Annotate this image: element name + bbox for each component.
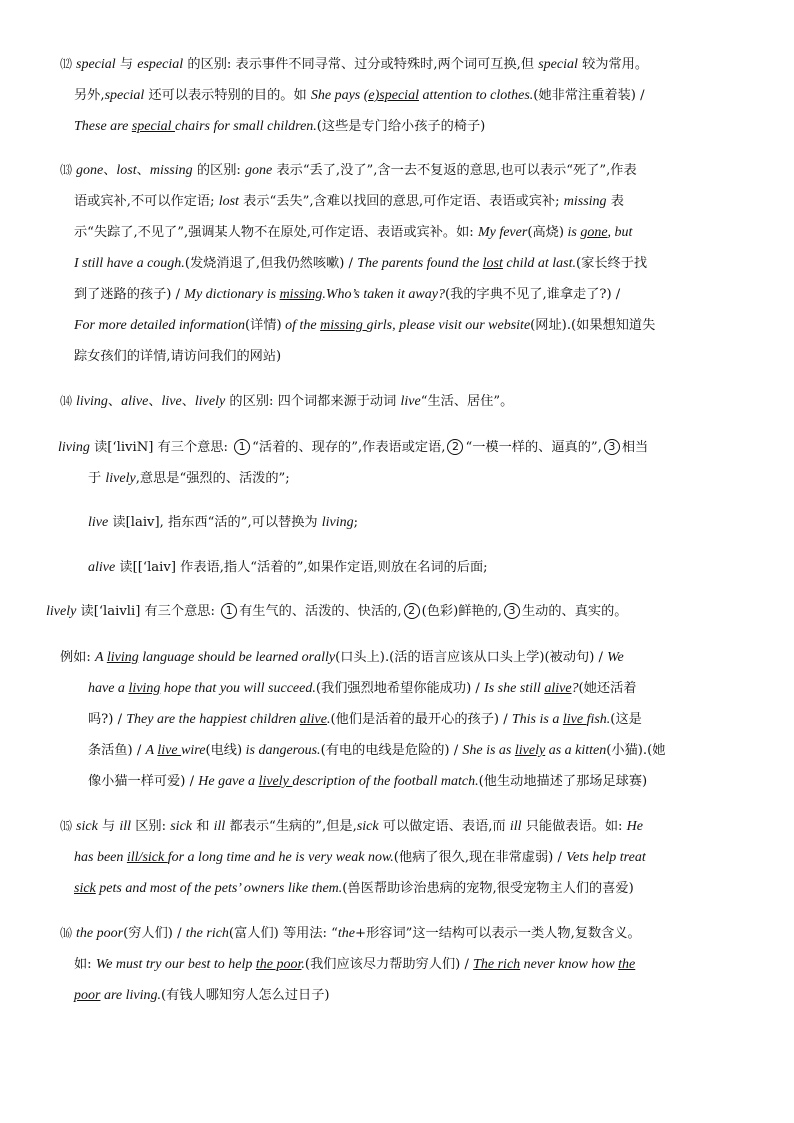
underlined-word: (e)special: [363, 88, 419, 103]
term: lively: [105, 471, 136, 486]
underlined-word: sick: [74, 881, 96, 896]
translation: 吗?) /: [88, 712, 127, 727]
translation: (如果想知道失: [571, 318, 656, 333]
term: ill: [119, 819, 132, 834]
translation: (这是: [610, 712, 642, 727]
underlined-word: the: [618, 957, 636, 972]
example: Vets help treat: [566, 850, 646, 865]
item-16-line-2: [60, 949, 641, 980]
translation: (她非常注重着装) /: [533, 88, 645, 103]
translation: (我的字典不见了,谁拿走了?) /: [444, 287, 621, 302]
underlined-word: gone: [580, 225, 608, 240]
gloss: (小猫).: [606, 743, 648, 758]
example: attention to clothes.: [418, 88, 534, 103]
example-line-3: [60, 704, 665, 735]
term: the: [337, 926, 356, 941]
translation: (家长终于找: [576, 256, 648, 271]
example: He: [626, 819, 643, 834]
text: 有生气的、活泼的、快活的,: [239, 604, 402, 619]
term: the rich: [185, 926, 229, 941]
underlined-word: poor: [74, 988, 101, 1003]
example: She is as: [462, 743, 515, 758]
example: They are the happiest children: [126, 712, 300, 727]
term: special: [538, 57, 578, 72]
example: , but: [607, 225, 633, 240]
translation: (她还活着: [578, 681, 637, 696]
text: 、: [136, 163, 150, 178]
example: These are: [74, 119, 132, 134]
item-12-line-3: [60, 111, 648, 142]
underlined-word: lively: [514, 743, 546, 758]
term: sick: [170, 819, 192, 834]
example: for a long time and he is very weak now.: [167, 850, 394, 865]
term: lost: [218, 194, 239, 209]
item-15: [60, 811, 646, 904]
item-13-line-7: [60, 341, 655, 372]
text: 和: [192, 819, 214, 834]
item-number: ⒃: [60, 926, 73, 940]
term: lively: [194, 394, 226, 409]
gloss: (电线): [205, 743, 243, 758]
circled-number: 1: [234, 439, 250, 455]
item-14-heading: [60, 386, 513, 417]
circled-number: 3: [504, 603, 520, 619]
text: 与: [97, 819, 120, 834]
example: pets and most of the pets’ owners like them.: [95, 881, 343, 896]
translation: (有钱人哪知穷人怎么过日子): [160, 988, 330, 1003]
text: (富人们) 等用法: “: [228, 926, 338, 941]
translation: (他生动地描述了那场足球赛): [478, 774, 648, 789]
item-13-line-5: [60, 279, 655, 310]
item-14-alive: [88, 552, 488, 583]
term: special: [76, 57, 116, 72]
text: 的区别: 四个词都来源于动词: [225, 394, 401, 409]
item-13-line-6: [60, 310, 655, 341]
translation: (他病了很久,现在非常虚弱) /: [393, 850, 567, 865]
translation: (我们强烈地希望你能成功) /: [315, 681, 485, 696]
translation: (有电的电线是危险的) /: [320, 743, 463, 758]
circled-number: 1: [221, 603, 237, 619]
translation: 像小猫一样可爱) /: [88, 774, 199, 789]
example: A: [95, 650, 107, 665]
example: For more detailed information: [74, 318, 245, 333]
gloss: (网址).: [530, 318, 572, 333]
gloss: (高烧): [527, 225, 564, 240]
text: 区别:: [131, 819, 171, 834]
gloss: (口头上).: [335, 650, 390, 665]
term: lively: [46, 604, 77, 619]
text: “一模一样的、逼真的”,: [465, 440, 602, 455]
underlined-word: live: [562, 712, 587, 727]
item-number: ⒂: [60, 819, 73, 833]
example: We must try our best to help: [95, 957, 256, 972]
example: as a kitten: [545, 743, 607, 758]
item-13-line-4: [60, 248, 655, 279]
example: This is a: [511, 712, 563, 727]
circled-number: 2: [404, 603, 420, 619]
term: live: [400, 394, 421, 409]
text: 、: [148, 394, 162, 409]
term: living: [76, 394, 108, 409]
item-number: ⒁: [60, 394, 73, 408]
example: of the: [281, 318, 321, 333]
underlined-word: live: [157, 743, 182, 758]
translation: (这些是专门给小孩子的椅子): [316, 119, 486, 134]
text: “活着的、现存的”,作表语或定语,: [252, 440, 446, 455]
text: 、: [107, 394, 122, 409]
live-line: [88, 507, 358, 538]
translation: (我们应该尽力帮助穷人们) /: [304, 957, 474, 972]
example: ?: [571, 681, 579, 696]
item-15-line-1: [60, 811, 646, 842]
term: gone: [76, 163, 104, 178]
example-line-5: [60, 766, 665, 797]
text: 与: [115, 57, 138, 72]
alive-line: [88, 552, 488, 583]
term: lost: [116, 163, 137, 178]
example: My fever: [477, 225, 528, 240]
term: alive: [121, 394, 149, 409]
translation: (她: [647, 743, 666, 758]
example: I still have a cough.: [74, 256, 185, 271]
translation: 条活鱼) /: [88, 743, 146, 758]
underlined-word: the poor: [255, 957, 302, 972]
circled-number: 2: [447, 439, 463, 455]
underlined-word: living: [128, 681, 161, 696]
text: 都表示“生病的”,但是,: [225, 819, 357, 834]
underlined-word: alive: [544, 681, 572, 696]
text: 可以做定语、表语,而: [378, 819, 510, 834]
text: ,意思是“强烈的、活泼的”;: [135, 471, 290, 486]
text: ;: [353, 515, 359, 530]
item-14-live: [88, 507, 358, 538]
example-line-2: [60, 673, 665, 704]
text: 较为常用。: [577, 57, 649, 72]
item-number: ⑿: [60, 57, 73, 71]
item-12-line-2: [60, 80, 648, 111]
term: living: [321, 515, 354, 530]
term: alive: [88, 560, 116, 575]
text: 表示“丢失”,含难以找回的意思,可作定语、表语或宾补;: [238, 194, 564, 209]
underlined-word: lively: [258, 774, 293, 789]
underlined-word: living: [106, 650, 139, 665]
item-16: [60, 918, 641, 1011]
term: ill: [509, 819, 522, 834]
underlined-word: missing: [320, 318, 367, 333]
term: especial: [137, 57, 184, 72]
text: 另外,: [74, 88, 105, 103]
living-line-2: [58, 463, 648, 494]
item-13-line-3: [60, 217, 655, 248]
item-12-line-1: [60, 49, 648, 80]
text: 语或宾补,不可以作定语;: [74, 194, 219, 209]
item-14-living: [58, 432, 648, 494]
example: are living.: [100, 988, 161, 1003]
example-line-4: [60, 735, 665, 766]
term: missing: [563, 194, 607, 209]
item-13: [60, 155, 655, 372]
circled-number: 3: [604, 439, 620, 455]
text: 读[‘liviN] 有三个意思:: [89, 440, 233, 455]
term: sick: [76, 819, 98, 834]
text: 例如:: [60, 650, 96, 665]
text: 读[[‘laiv] 作表语,指人“活着的”,如果作定语,则放在名词的后面;: [115, 560, 488, 575]
gloss: (详情): [244, 318, 282, 333]
item-15-line-2: [60, 842, 646, 873]
example: hope that you will succeed.: [160, 681, 316, 696]
example: My dictionary is: [184, 287, 280, 302]
example: fish.: [586, 712, 611, 727]
example: .: [327, 712, 331, 727]
text: 相当: [621, 440, 649, 455]
item-16-line-1: [60, 918, 641, 949]
underlined-word: alive: [299, 712, 327, 727]
item-16-line-3: [60, 980, 641, 1011]
term: special: [104, 88, 145, 103]
text: 还可以表示特别的目的。如: [144, 88, 311, 103]
example: chairs for small children.: [174, 119, 317, 134]
text: 表示“丢了,没了”,含一去不复返的意思,也可以表示“死了”,作表: [272, 163, 637, 178]
example: He gave a: [198, 774, 259, 789]
item-13-line-2: [60, 186, 655, 217]
underlined-word: missing: [279, 287, 323, 302]
example: The parents found the: [357, 256, 483, 271]
underlined-word: special: [131, 119, 175, 134]
text: “生活、居住”。: [420, 394, 514, 409]
translation: 到了迷路的孩子) /: [74, 287, 185, 302]
translation: (兽医帮助诊治患病的宠物,很受宠物主人们的喜爱): [342, 881, 634, 896]
text: 读[‘laivli] 有三个意思:: [76, 604, 220, 619]
translation: (他们是活着的最开心的孩子) /: [330, 712, 512, 727]
text: 、: [181, 394, 195, 409]
translation: 踪女孩们的详情,请访问我们的网站): [74, 349, 282, 364]
example: .: [301, 957, 305, 972]
text: 只能做表语。如:: [521, 819, 627, 834]
example: girls, please visit our website: [366, 318, 531, 333]
term: the poor: [76, 926, 124, 941]
example: .Who’s taken it away?: [322, 287, 445, 302]
example: description of the football match.: [292, 774, 479, 789]
term: sick: [356, 819, 379, 834]
example: have a: [88, 681, 129, 696]
term: gone: [245, 163, 273, 178]
text: 如:: [74, 957, 96, 972]
item-14-lively: [46, 596, 628, 627]
term: missing: [149, 163, 193, 178]
text: 读[laiv], 指东西“活的”,可以替换为: [108, 515, 322, 530]
example-line-1: [60, 642, 665, 673]
text: 于: [88, 471, 106, 486]
gloss: (穷人们) /: [123, 926, 186, 941]
translation: (活的语言应该从口头上学)(被动句) /: [389, 650, 608, 665]
example: is: [563, 225, 581, 240]
text: (色彩)鲜艳的,: [421, 604, 502, 619]
example: We: [607, 650, 624, 665]
item-number: ⒀: [60, 163, 73, 177]
term: live: [161, 394, 182, 409]
example: wire: [181, 743, 206, 758]
text: 生动的、真实的。: [522, 604, 628, 619]
text: +形容词”这一结构可以表示一类人物,复数含义。: [355, 926, 641, 941]
item-12: [60, 49, 648, 142]
item-15-line-3: [60, 873, 646, 904]
term: live: [88, 515, 109, 530]
example: A: [145, 743, 158, 758]
example: She pays: [310, 88, 364, 103]
term: living: [58, 440, 90, 455]
underlined-word: The rich: [473, 957, 521, 972]
example: never know how: [520, 957, 619, 972]
item-14-line-1: [60, 386, 513, 417]
text: 、: [103, 163, 117, 178]
living-line-1: [58, 432, 648, 463]
example: Is she still: [484, 681, 545, 696]
underlined-word: ill/sick: [126, 850, 168, 865]
underlined-word: lost: [482, 256, 503, 271]
example: has been: [74, 850, 127, 865]
example: is dangerous.: [242, 743, 321, 758]
example: child at last.: [502, 256, 577, 271]
term: ill: [213, 819, 226, 834]
lively-line: [46, 596, 628, 627]
example: language should be learned orally: [138, 650, 336, 665]
text: 示“失踪了,不见了”,强调某人物不在原处,可作定语、表语或宾补。如:: [74, 225, 478, 240]
text: 的区别: 表示事件不同寻常、过分或特殊时,两个词可互换,但: [183, 57, 539, 72]
text: 的区别:: [192, 163, 246, 178]
translation: (发烧消退了,但我仍然咳嗽) /: [184, 256, 358, 271]
item-13-line-1: [60, 155, 655, 186]
text: 表: [606, 194, 624, 209]
item-14-examples: [60, 642, 665, 797]
